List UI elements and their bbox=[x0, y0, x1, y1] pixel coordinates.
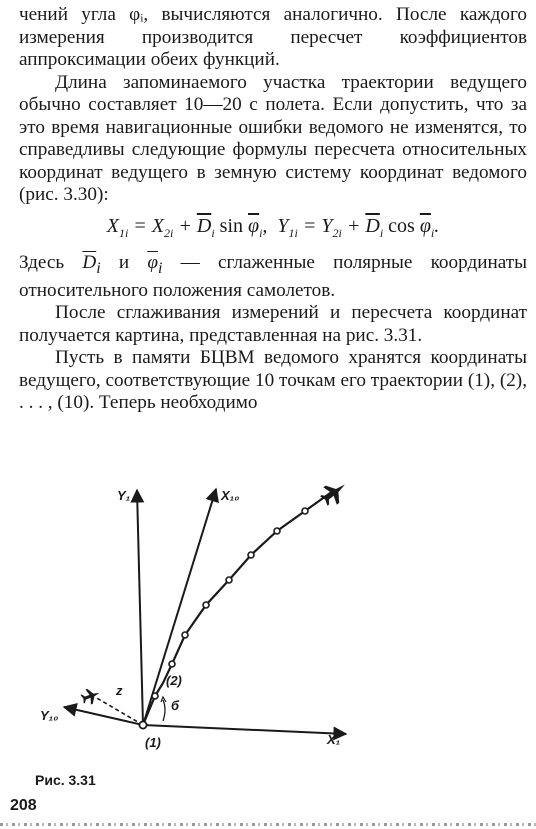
formula-x2: X bbox=[151, 214, 165, 237]
inline-phi: $\overline{\varphi}$ bbox=[147, 251, 158, 273]
formula-y1-sub: 1i bbox=[288, 225, 298, 240]
trajectory-line bbox=[143, 491, 333, 725]
inline-d-sub: i bbox=[96, 259, 101, 277]
trajectory-point bbox=[226, 577, 232, 583]
follower-aircraft-icon bbox=[79, 685, 102, 706]
axis-y10 bbox=[64, 707, 143, 725]
label-point-2: (2) bbox=[166, 673, 182, 688]
formula-eq-2: = bbox=[302, 214, 317, 237]
formula-phi-1: $\overline{\varphi}$ bbox=[248, 214, 260, 237]
formula-phi-1-sub: i bbox=[259, 225, 263, 240]
figure-caption: Рис. 3.31 bbox=[35, 772, 96, 788]
p3-end: — сглаженные полярные координаты относительного положения самолетов. bbox=[19, 251, 528, 301]
formula-sin: sin bbox=[219, 214, 243, 237]
formula-phi-2-sub: i bbox=[430, 225, 435, 240]
formula-plus-1: + bbox=[178, 214, 192, 237]
formula-phi-2: $\overline{\varphi}$ bbox=[419, 214, 431, 237]
label-angle: б bbox=[171, 698, 180, 713]
paragraph-1: чений угла φᵢ, вычисляются аналогично. После каждого измерения производится пересчет коэффициентов аппроксимации обеих функций. bbox=[19, 4, 527, 70]
formula-d-2-sub: i bbox=[379, 225, 384, 240]
formula-cos: cos bbox=[388, 214, 415, 237]
formula-x2-sub: 2i bbox=[164, 225, 174, 240]
paragraph-4: После сглаживания измерений и пересчета координат получается картина, представленная на рис. 3.31. bbox=[19, 302, 527, 346]
trajectory-point bbox=[152, 693, 158, 699]
label-z: z bbox=[116, 683, 123, 698]
inline-phi-sub: i bbox=[157, 259, 163, 277]
body-text bbox=[19, 4, 527, 415]
origin-point bbox=[139, 721, 146, 728]
formula-x1-sub: 1i bbox=[118, 225, 129, 240]
label-point-1: (1) bbox=[145, 735, 161, 750]
page-number: 208 bbox=[10, 797, 37, 814]
trajectory-points bbox=[152, 508, 308, 699]
formula-plus-2: + bbox=[346, 214, 361, 237]
trajectory-point bbox=[248, 552, 254, 558]
trajectory-point bbox=[169, 661, 175, 667]
leader-aircraft-icon bbox=[317, 476, 352, 510]
formula bbox=[19, 213, 527, 246]
formula-x1: X bbox=[106, 214, 119, 237]
formula-d-1: $\overline{D}$ bbox=[196, 214, 212, 237]
formula-d-1-sub: i bbox=[211, 225, 215, 240]
paragraph-2: Длина запоминаемого участка траектории ведущего обычно составляет 10—20 с полета. Если допустить, что за это время навигационные ошибки ведомого не изменятся, то справедливы следующие формулы пересчета относительных координат ведущего в земную систему координат ведомого (рис. 3.30): bbox=[19, 71, 527, 205]
angle-arc bbox=[163, 700, 165, 721]
paragraph-5: Пусть в памяти БЦВМ ведомого хранятся координаты ведущего, соответствующие 10 точкам его траектории (1), (2), . . . , (10). Теперь необходимо bbox=[19, 347, 527, 414]
trajectory-point bbox=[274, 528, 280, 534]
p3-and: и bbox=[118, 251, 130, 273]
formula-y2-sub: 2i bbox=[332, 225, 342, 240]
figure-3-31 bbox=[0, 470, 536, 770]
trajectory-point bbox=[203, 602, 209, 608]
axis-x1 bbox=[143, 725, 346, 734]
formula-y1: Y bbox=[277, 214, 289, 237]
page-edge-noise bbox=[0, 823, 536, 826]
formula-d-2: $\overline{D}$ bbox=[365, 214, 380, 237]
inline-d: $\overline{D}$ bbox=[82, 251, 97, 273]
label-x1: X₁ bbox=[327, 732, 341, 747]
label-y10: Y₁₀ bbox=[40, 708, 59, 723]
paragraph-3 bbox=[19, 252, 527, 303]
label-x10: X₁₀ bbox=[221, 488, 240, 503]
formula-y2: Y bbox=[321, 214, 333, 237]
formula-eq-1: = bbox=[133, 214, 147, 237]
p3-start: Здесь bbox=[19, 251, 65, 273]
dashed-z-line bbox=[95, 697, 143, 725]
formula-end: . bbox=[434, 214, 440, 237]
trajectory-point bbox=[302, 508, 308, 514]
axis-y1 bbox=[137, 490, 143, 725]
trajectory-point bbox=[182, 632, 188, 638]
label-y1: Y₁ bbox=[117, 488, 131, 503]
formula-sep: , bbox=[262, 214, 268, 237]
